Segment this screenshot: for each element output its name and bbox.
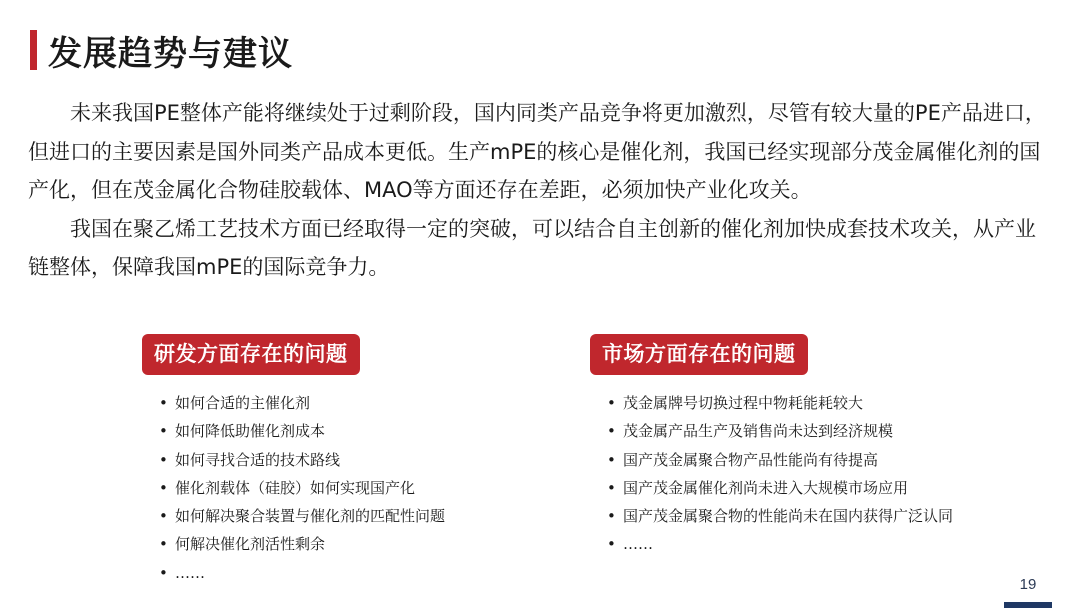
list-item-text: 催化剂载体（硅胶）如何实现国产化 <box>175 478 416 497</box>
list-item <box>142 502 522 530</box>
list-item-text: 国产茂金属催化剂尚未进入大规模市场应用 <box>623 478 909 497</box>
rd-issues-heading: 研发方面存在的问题 <box>142 334 360 375</box>
list-item-text: 何解决催化剂活性剩余 <box>175 535 326 554</box>
bullet-icon: • <box>159 450 168 469</box>
list-item <box>590 530 1020 558</box>
list-item <box>142 474 522 502</box>
rd-issues-section <box>142 334 522 587</box>
market-issues-list <box>590 389 1020 559</box>
rd-issues-list <box>142 389 522 587</box>
bullet-icon: • <box>607 535 616 554</box>
list-item <box>590 502 1020 530</box>
list-item-text: 国产茂金属聚合物的性能尚未在国内获得广泛认同 <box>623 507 954 526</box>
bullet-icon: • <box>159 507 168 526</box>
bullet-icon: • <box>159 478 168 497</box>
bullet-icon: • <box>607 394 616 412</box>
list-item-text: 茂金属牌号切换过程中物耗能耗较大 <box>623 394 864 412</box>
list-item <box>142 530 522 558</box>
list-item-text: …… <box>623 535 653 554</box>
bullet-icon: • <box>607 478 616 497</box>
bullet-icon: • <box>607 450 616 469</box>
list-item-text: 国产茂金属聚合物产品性能尚有待提高 <box>623 450 879 469</box>
list-item <box>142 559 522 587</box>
bullet-icon: • <box>159 422 168 441</box>
list-item-text: 如何解决聚合装置与催化剂的匹配性问题 <box>175 507 446 526</box>
list-item <box>142 389 522 417</box>
market-issues-heading: 市场方面存在的问题 <box>590 334 808 375</box>
page-number-underline <box>1004 602 1052 608</box>
page-number: 19 <box>1019 576 1037 593</box>
body-text <box>28 94 1053 287</box>
list-item-text: 茂金属产品生产及销售尚未达到经济规模 <box>623 422 894 441</box>
bullet-icon: • <box>159 535 168 554</box>
list-item <box>590 389 1020 417</box>
list-item-text: 如何降低助催化剂成本 <box>175 422 326 441</box>
list-item-text: 如何合适的主催化剂 <box>175 394 311 412</box>
page-title: 发展趋势与建议 <box>48 34 293 74</box>
list-item <box>590 446 1020 474</box>
bullet-icon: • <box>159 563 168 582</box>
bullet-icon: • <box>607 507 616 526</box>
paragraph-1: 未来我国PE整体产能将继续处于过剩阶段，国内同类产品竞争将更加激烈，尽管有较大量的PE产品进口，但进口的主要因素是国外同类产品成本更低。生产mPE的核心是催化剂，我国已经实现部分茂金属催化剂的国产化，但在茂金属化合物硅胶载体、MAO等方面还存在差距，必须加快产业化攻关。 <box>28 101 1046 202</box>
market-issues-section <box>590 334 1020 559</box>
paragraph-2: 我国在聚乙烯工艺技术方面已经取得一定的突破，可以结合自主创新的催化剂加快成套技术攻关，从产业链整体，保障我国mPE的国际竞争力。 <box>28 216 1036 279</box>
list-item <box>590 474 1020 502</box>
bullet-icon: • <box>607 422 616 441</box>
list-item <box>142 417 522 445</box>
list-item-text: …… <box>175 563 205 582</box>
list-item-text: 如何寻找合适的技术路线 <box>175 450 341 469</box>
title-accent-bar <box>30 30 37 70</box>
list-item <box>142 446 522 474</box>
list-item <box>590 417 1020 445</box>
bullet-icon: • <box>159 394 168 412</box>
